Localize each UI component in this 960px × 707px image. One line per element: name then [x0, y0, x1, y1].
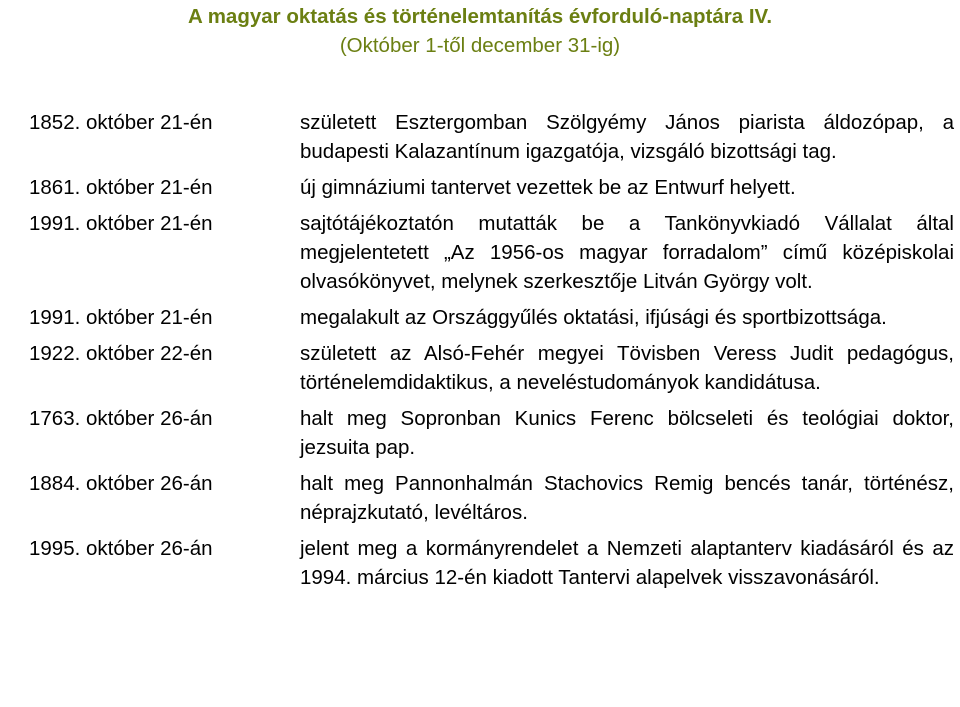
anniversary-list — [29, 108, 954, 599]
entry-text: halt meg Sopronban Kunics Ferenc bölcseleti és teológiai doktor, jezsuita pap. — [300, 407, 954, 459]
anniversary-entry — [29, 534, 954, 592]
entry-date: 1861. október 21-én — [29, 176, 213, 199]
entry-date: 1884. október 26-án — [29, 472, 213, 495]
anniversary-entry — [29, 173, 954, 202]
entry-text: új gimnáziumi tantervet vezettek be az Entwurf helyett. — [300, 176, 796, 199]
anniversary-entry — [29, 339, 954, 397]
entry-date: 1991. október 21-én — [29, 212, 213, 235]
anniversary-entry — [29, 469, 954, 527]
entry-date: 1991. október 21-én — [29, 306, 213, 329]
document-subtitle: (Október 1-től december 31-ig) — [339, 34, 621, 57]
entry-text: sajtótájékoztatón mutatták be a Tankönyvkiadó Vállalat által megjelentetett „Az 1956-os magyar forradalom” című középiskolai olvasókönyvet, melynek szerkesztője Litván György volt. — [300, 212, 954, 293]
anniversary-entry — [29, 404, 954, 462]
entry-text: született Esztergomban Szölgyémy János piarista áldozópap, a budapesti Kalazantínum igazgatója, vizsgáló bizottsági tag. — [300, 111, 954, 163]
entry-date: 1995. október 26-án — [29, 537, 213, 560]
anniversary-entry — [29, 209, 954, 296]
entry-text: halt meg Pannonhalmán Stachovics Remig bencés tanár, történész, néprajzkutató, levéltáros. — [300, 472, 954, 524]
entry-text: született az Alsó-Fehér megyei Tövisben Veress Judit pedagógus, történelemdidaktikus, a neveléstudományok kandidátusa. — [300, 342, 954, 394]
entry-date: 1852. október 21-én — [29, 111, 213, 134]
entry-date: 1763. október 26-án — [29, 407, 213, 430]
entry-text: megalakult az Országgyűlés oktatási, ifjúsági és sportbizottsága. — [300, 306, 887, 329]
anniversary-entry — [29, 303, 954, 332]
entry-text: jelent meg a kormányrendelet a Nemzeti alaptanterv kiadásáról és az 1994. március 12-én kiadott Tantervi alapelvek visszavonásáról. — [300, 537, 954, 589]
document-title: A magyar oktatás és történelemtanítás évforduló-naptára IV. — [187, 5, 773, 28]
document-header — [0, 2, 960, 60]
anniversary-entry — [29, 108, 954, 166]
entry-date: 1922. október 22-én — [29, 342, 213, 365]
